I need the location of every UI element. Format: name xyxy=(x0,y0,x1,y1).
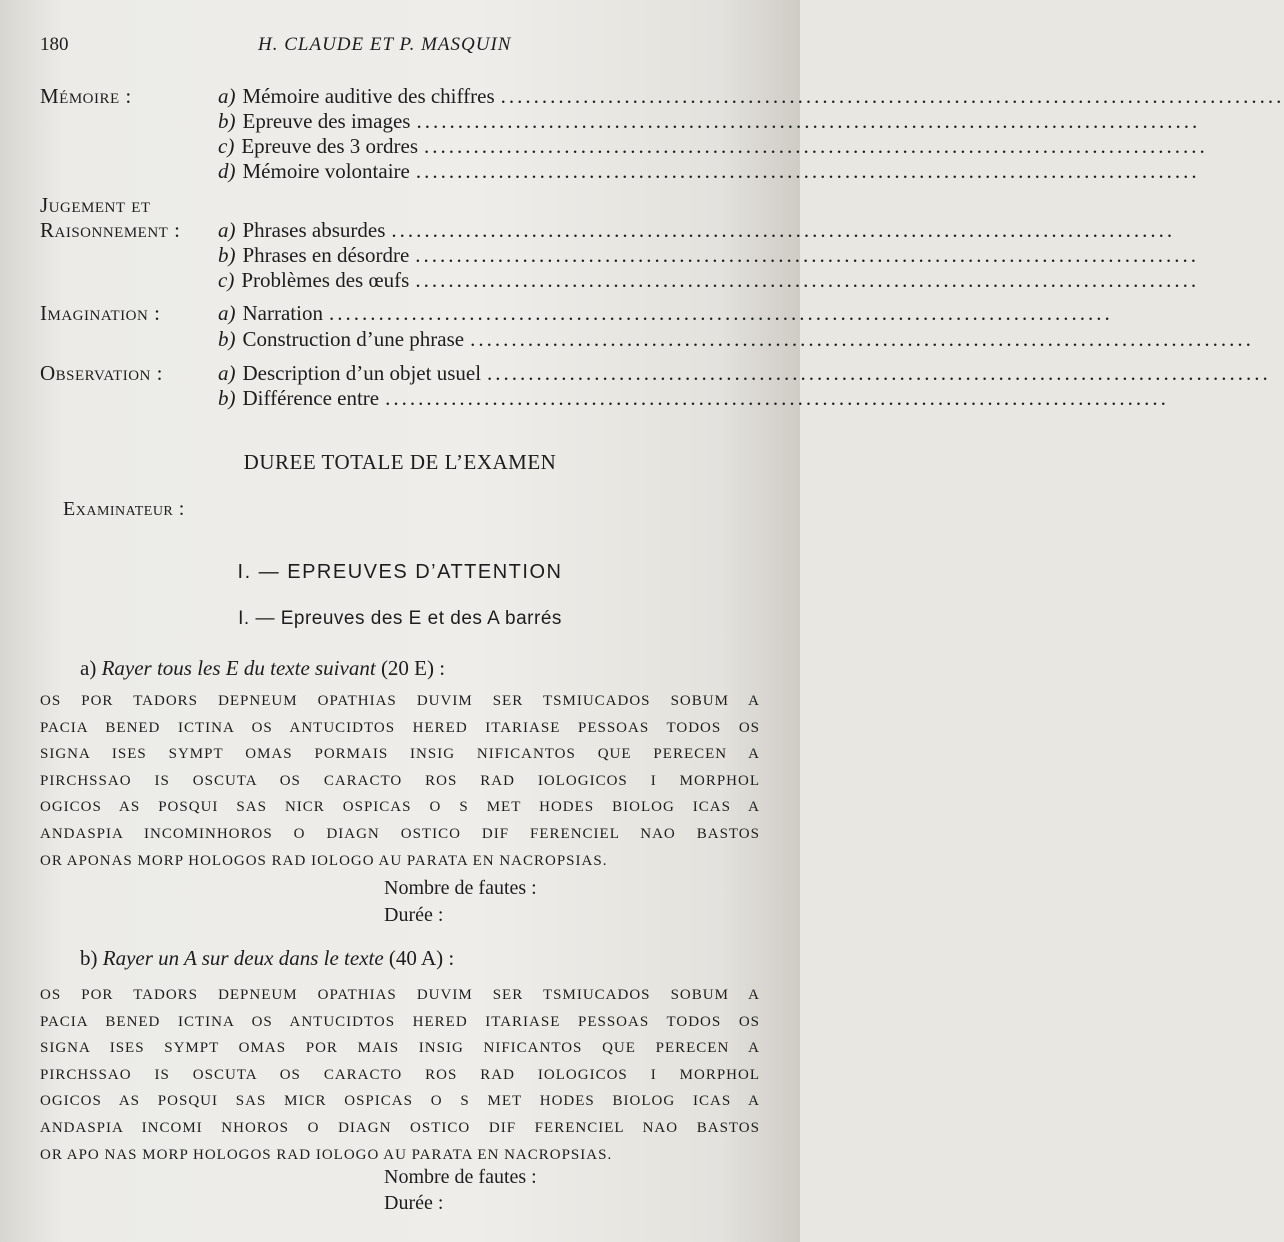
passage-line: OR APO NAS MORP HOLOGOS RAD IOLOGO AU PARATA EN NACROPSIAS. xyxy=(40,1146,613,1163)
item-letter: c) xyxy=(218,134,235,158)
item-text: Construction d’une phrase xyxy=(242,327,465,351)
passage-line: SIGNA ISES SYMPT OMAS POR MAIS INSIG NIFICANTOS QUE PERECEN A xyxy=(40,1040,760,1057)
passage-line: OR APONAS MORP HOLOGOS RAD IOLOGO AU PARATA EN NACROPSIAS. xyxy=(40,852,608,869)
item-letter: a) xyxy=(218,84,236,108)
item-text: Description d’un objet usuel xyxy=(242,361,482,385)
test-list-row xyxy=(40,386,1169,412)
item-text: Phrases absurdes xyxy=(242,218,386,242)
test-list-row xyxy=(40,301,1113,327)
errors-count-label: Nombre de fautes : xyxy=(384,877,537,899)
leader-dots: ............................................................................................... xyxy=(415,243,1200,267)
test-list-row xyxy=(40,268,1200,294)
leader-dots: ............................................................................................... xyxy=(424,134,1208,158)
passage-line: SIGNA ISES SYMPT OMAS PORMAIS INSIG NIFICANTOS QUE PERECEN A xyxy=(40,746,760,763)
item-letter: a) xyxy=(218,361,236,385)
passage-line: OGICOS AS POSQUI SAS MICR OSPICAS O S MET HODES BIOLOG ICAS A xyxy=(40,1093,760,1110)
task-letter: b) xyxy=(80,946,98,970)
section-title: I. — EPREUVES D’ATTENTION xyxy=(237,561,563,583)
test-list-row xyxy=(40,243,1200,269)
test-list-row xyxy=(40,218,1176,244)
item-text: Mémoire volontaire xyxy=(242,159,410,183)
test-list-row xyxy=(40,327,1254,353)
test-list-row xyxy=(40,159,1200,185)
test-category: Imagination : xyxy=(40,301,161,325)
test-category: Jugement et xyxy=(40,193,151,217)
item-letter: d) xyxy=(218,159,236,183)
test-list-row xyxy=(40,84,1284,110)
item-letter: a) xyxy=(218,218,236,242)
item-letter: b) xyxy=(218,243,236,267)
leader-dots: ............................................................................................... xyxy=(500,84,1284,108)
leader-dots: ............................................................................................... xyxy=(470,327,1254,351)
task-count: (20 E) : xyxy=(380,656,446,680)
test-category: Observation : xyxy=(40,361,163,385)
item-text: Différence entre xyxy=(242,386,380,410)
item-text: Epreuve des images xyxy=(242,109,411,133)
passage-b xyxy=(40,982,760,1168)
task-instruction: Rayer tous les E du texte suivant xyxy=(101,656,376,680)
test-category: Mémoire : xyxy=(40,84,132,108)
leader-dots: ............................................................................................... xyxy=(385,386,1169,410)
item-text: Problèmes des œufs xyxy=(241,268,410,292)
passage-line: ANDASPIA INCOMINHOROS O DIAGN OSTICO DIF FERENCIEL NAO BASTOS xyxy=(40,825,760,842)
task-b-instruction xyxy=(80,946,454,971)
passage-a xyxy=(40,688,760,874)
test-list-row xyxy=(40,361,1271,387)
item-letter: a) xyxy=(218,301,236,325)
examiner-label: Examinateur : xyxy=(63,498,185,520)
passage-line: PACIA BENED ICTINA OS ANTUCIDTOS HERED ITARIASE PESSOAS TODOS OS xyxy=(40,1013,760,1030)
leader-dots: ............................................................................................... xyxy=(415,159,1200,183)
passage-line: OS POR TADORS DEPNEUM OPATHIAS DUVIM SER TSMIUCADOS SOBUM A xyxy=(40,693,760,709)
leader-dots: ............................................................................................... xyxy=(416,109,1201,133)
test-list-row xyxy=(40,134,1208,160)
task-count: (40 A) : xyxy=(388,946,455,970)
item-letter: c) xyxy=(218,268,235,292)
subsection-title: I. — Epreuves des E et des A barrés xyxy=(238,608,562,629)
test-list-row xyxy=(40,193,760,219)
task-instruction: Rayer un A sur deux dans le texte xyxy=(102,946,384,970)
task-letter: a) xyxy=(80,656,97,680)
item-letter: b) xyxy=(218,327,236,351)
item-letter: b) xyxy=(218,386,236,410)
leader-dots: ............................................................................................... xyxy=(328,301,1113,325)
leader-dots: ............................................................................................... xyxy=(415,268,1200,292)
duration-label: Durée : xyxy=(384,1192,444,1214)
item-text: Mémoire auditive des chiffres xyxy=(242,84,495,108)
errors-count-label: Nombre de fautes : xyxy=(384,1166,537,1188)
task-a-instruction xyxy=(80,656,445,681)
page-number: 180 xyxy=(40,34,69,55)
running-header-authors: H. CLAUDE ET P. MASQUIN xyxy=(258,34,512,55)
item-letter: b) xyxy=(218,109,236,133)
leader-dots: ............................................................................................... xyxy=(391,218,1176,242)
test-category: Raisonnement : xyxy=(40,218,181,242)
duration-label: Durée : xyxy=(384,904,444,926)
running-header xyxy=(40,34,760,60)
passage-line: OGICOS AS POSQUI SAS NICR OSPICAS O S MET HODES BIOLOG ICAS A xyxy=(40,799,760,816)
passage-line: OS POR TADORS DEPNEUM OPATHIAS DUVIM SER TSMIUCADOS SOBUM A xyxy=(40,987,760,1003)
passage-line: PACIA BENED ICTINA OS ANTUCIDTOS HERED ITARIASE PESSOAS TODOS OS xyxy=(40,719,760,736)
test-list-row xyxy=(40,109,1201,135)
item-text: Narration xyxy=(242,301,323,325)
passage-line: PIRCHSSAO IS OSCUTA OS CARACTO ROS RAD IOLOGICOS I MORPHOL xyxy=(40,1066,760,1083)
item-text: Phrases en désordre xyxy=(242,243,410,267)
item-text: Epreuve des 3 ordres xyxy=(241,134,419,158)
passage-line: ANDASPIA INCOMI NHOROS O DIAGN OSTICO DIF FERENCIEL NAO BASTOS xyxy=(40,1119,760,1136)
total-duration-heading: DUREE TOTALE DE L’EXAMEN xyxy=(243,450,557,474)
leader-dots: ............................................................................................... xyxy=(487,361,1271,385)
passage-line: PIRCHSSAO IS OSCUTA OS CARACTO ROS RAD IOLOGICOS I MORPHOL xyxy=(40,772,760,789)
